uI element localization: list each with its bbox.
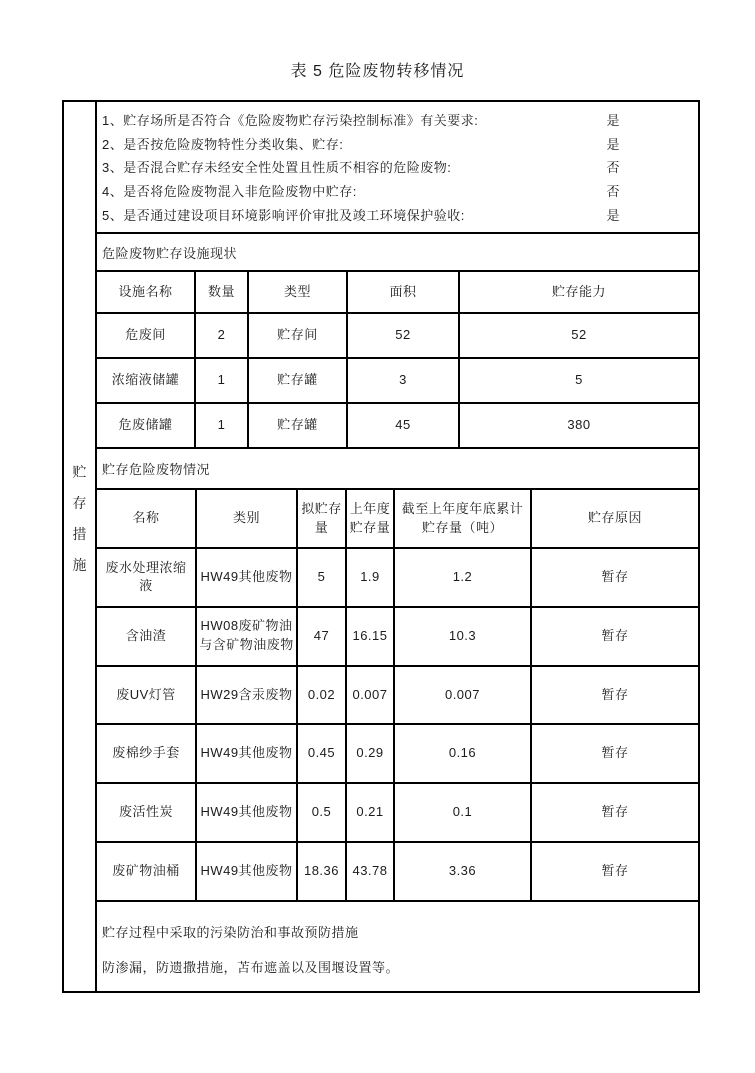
table-cell: 0.007 [347, 667, 395, 726]
table-cell: 暂存 [532, 549, 698, 608]
table-cell: 废活性炭 [97, 784, 197, 843]
question-answer: 是 [606, 208, 620, 224]
table-cell: HW29含汞废物 [197, 667, 298, 726]
waste-section-label: 贮存危险废物情况 [97, 449, 698, 490]
prevention-text: 防渗漏，防遗撒措施，苫布遮盖以及围堰设置等。 [102, 960, 400, 975]
table-cell: 10.3 [395, 608, 532, 667]
column-header: 截至上年度年底累计贮存量（吨） [395, 490, 532, 549]
table-cell: 危废间 [97, 314, 196, 359]
table-cell: HW49其他废物 [197, 784, 298, 843]
column-header: 名称 [97, 490, 197, 549]
table-cell: 废UV灯管 [97, 667, 197, 726]
table-cell: 0.02 [298, 667, 347, 726]
question-text: 1、贮存场所是否符合《危险废物贮存污染控制标准》有关要求: [102, 112, 479, 128]
column-header: 上年度贮存量 [347, 490, 395, 549]
table-cell: HW49其他废物 [197, 725, 298, 784]
column-header: 类型 [249, 272, 348, 314]
table-cell: 18.36 [298, 843, 347, 902]
table-cell: HW08废矿物油与含矿物油废物 [197, 608, 298, 667]
table-cell: 0.21 [347, 784, 395, 843]
table-cell: 3 [348, 359, 460, 404]
table-cell: 380 [460, 404, 698, 449]
table-cell: 52 [348, 314, 460, 359]
table-cell: 5 [298, 549, 347, 608]
table-cell: 1.9 [347, 549, 395, 608]
page-title: 表 5 危险废物转移情况 [290, 63, 465, 80]
question-row [102, 181, 698, 200]
question-row [102, 157, 698, 176]
table-cell: 47 [298, 608, 347, 667]
question-row [102, 110, 698, 129]
row-header-storage-measures [64, 102, 97, 991]
table-cell: 暂存 [532, 608, 698, 667]
table-cell: 0.1 [395, 784, 532, 843]
table-cell: 暂存 [532, 667, 698, 726]
table-cell: 暂存 [532, 784, 698, 843]
table-cell: 5 [460, 359, 698, 404]
column-header: 类别 [197, 490, 298, 549]
facilities-section-label: 危险废物贮存设施现状 [97, 234, 698, 272]
column-header: 面积 [348, 272, 460, 314]
column-header: 贮存原因 [532, 490, 698, 549]
table-cell: HW49其他废物 [197, 549, 298, 608]
question-row [102, 205, 698, 224]
table-cell: 1.2 [395, 549, 532, 608]
column-header: 数量 [196, 272, 249, 314]
table-cell: 废水处理浓缩液 [97, 549, 197, 608]
table-cell: 52 [460, 314, 698, 359]
column-header: 贮存能力 [460, 272, 698, 314]
question-answer: 是 [606, 112, 620, 128]
table-cell: 危废储罐 [97, 404, 196, 449]
table-cell: 暂存 [532, 843, 698, 902]
table-cell: 0.007 [395, 667, 532, 726]
table-cell: 贮存罐 [249, 359, 348, 404]
prevention-title: 贮存过程中采取的污染防治和事故预防措施 [102, 925, 359, 940]
table-cell: 3.36 [395, 843, 532, 902]
table-cell: 16.15 [347, 608, 395, 667]
table-cell: 废矿物油桶 [97, 843, 197, 902]
storage-measures-label: 贮存措施 [72, 463, 87, 573]
question-text: 5、是否通过建设项目环境影响评价审批及竣工环境保护验收: [102, 208, 465, 224]
column-header: 设施名称 [97, 272, 196, 314]
compliance-questions-section [97, 102, 698, 234]
question-answer: 是 [606, 136, 620, 152]
table-cell: 0.16 [395, 725, 532, 784]
question-answer: 否 [606, 184, 620, 200]
stored-waste-table [97, 490, 698, 902]
table-cell: 1 [196, 359, 249, 404]
table-cell: HW49其他废物 [197, 843, 298, 902]
table-cell: 1 [196, 404, 249, 449]
facilities-table [97, 272, 698, 449]
table-cell: 暂存 [532, 725, 698, 784]
column-header: 拟贮存量 [298, 490, 347, 549]
table-cell: 0.45 [298, 725, 347, 784]
question-answer: 否 [606, 160, 620, 176]
table-cell: 45 [348, 404, 460, 449]
question-text: 3、是否混合贮存未经安全性处置且性质不相容的危险废物: [102, 160, 452, 176]
table-content [97, 102, 698, 991]
question-row [102, 134, 698, 153]
table-cell: 43.78 [347, 843, 395, 902]
table-cell: 含油渣 [97, 608, 197, 667]
table-cell: 2 [196, 314, 249, 359]
table-cell: 0.29 [347, 725, 395, 784]
storage-measures-table [62, 100, 700, 993]
question-text: 4、是否将危险废物混入非危险废物中贮存: [102, 184, 357, 200]
prevention-section [97, 902, 698, 991]
table-cell: 0.5 [298, 784, 347, 843]
question-text: 2、是否按危险废物特性分类收集、贮存: [102, 136, 344, 152]
table-cell: 贮存间 [249, 314, 348, 359]
table-cell: 废棉纱手套 [97, 725, 197, 784]
table-cell: 浓缩液储罐 [97, 359, 196, 404]
table-cell: 贮存罐 [249, 404, 348, 449]
